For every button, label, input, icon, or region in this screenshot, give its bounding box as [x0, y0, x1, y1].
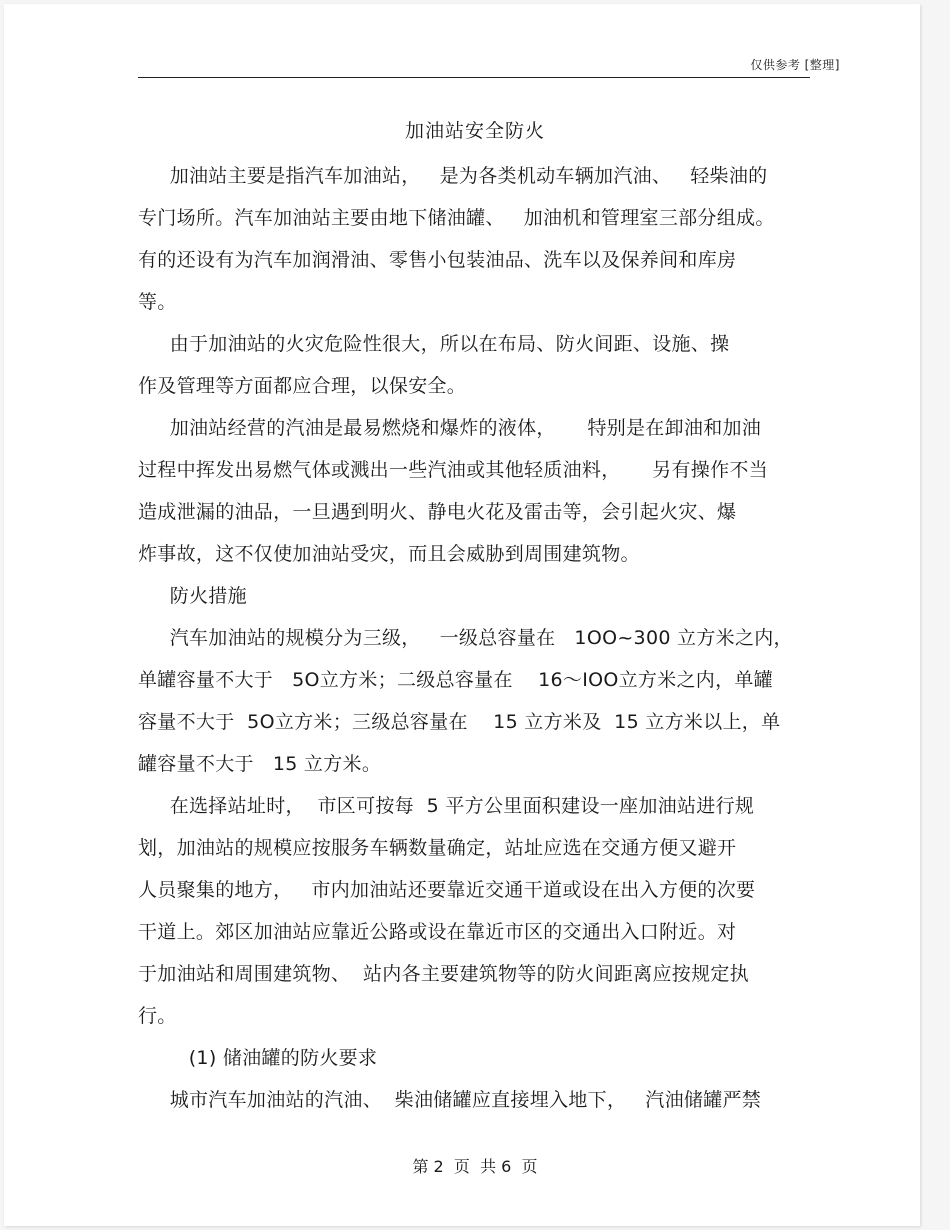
text-line: 在选择站址时， 市区可按每 5 平方公里面积建设一座加油站进行规 [138, 795, 755, 817]
text-line: 于加油站和周围建筑物、 站内各主要建筑物等的防火间距离应按规定执 [138, 963, 749, 985]
text-line: 作及管理等方面都应合理，以保安全。 [138, 375, 467, 397]
section-heading: 防火措施 [138, 585, 247, 607]
text-line: 行。 [138, 1005, 177, 1027]
text-line: 由于加油站的火灾危险性很大，所以在布局、防火间距、设施、操 [138, 333, 730, 355]
document-body [138, 155, 810, 1121]
text-line: 有的还设有为汽车加润滑油、零售小包装油品、洗车以及保养间和库房 [138, 249, 737, 271]
page-number: 第 2 页 共 6 页 [412, 1157, 538, 1176]
text-line: 造成泄漏的油品，一旦遇到明火、静电火花及雷击等，会引起火灾、爆 [138, 501, 737, 523]
text-line: 加油站主要是指汽车加油站， 是为各类机动车辆加汽油、 轻柴油的 [138, 165, 768, 187]
text-line: 单罐容量不大于 5O立方米；二级总容量在 16～IOO立方米之内，单罐 [138, 669, 774, 691]
header-divider [138, 77, 810, 78]
text-line: 划，加油站的规模应按服务车辆数量确定，站址应选在交通方便又避开 [138, 837, 737, 859]
text-line: 容量不大于 5O立方米；三级总容量在 15 立方米及 15 立方米以上，单 [138, 711, 781, 733]
text-line: 加油站经营的汽油是最易燃烧和爆炸的液体， 特别是在卸油和加油 [138, 417, 762, 439]
header-note: 仅供参考 [整理] [750, 58, 840, 72]
text-line: 人员聚集的地方， 市内加油站还要靠近交通干道或设在出入方便的次要 [138, 879, 756, 901]
text-line: 专门场所。汽车加油站主要由地下储油罐、 加油机和管理室三部分组成。 [138, 207, 775, 229]
text-line: 干道上。郊区加油站应靠近公路或设在靠近市区的交通出入口附近。对 [138, 921, 737, 943]
document-title: 加油站安全防火 [404, 120, 545, 142]
text-line: 罐容量不大于 15 立方米。 [138, 753, 382, 775]
text-line: 炸事故，这不仅使加油站受灾，而且会威胁到周围建筑物。 [138, 543, 640, 565]
text-line: 汽车加油站的规模分为三级， 一级总容量在 1OO~300 立方米之内， [138, 627, 793, 649]
text-line: 城市汽车加油站的汽油、 柴油储罐应直接埋入地下， 汽油储罐严禁 [138, 1089, 762, 1111]
text-line: 等。 [138, 291, 177, 313]
text-line: 过程中挥发出易燃气体或溅出一些汽油或其他轻质油料， 另有操作不当 [138, 459, 768, 481]
subsection-heading: (1) 储油罐的防火要求 [138, 1047, 378, 1069]
